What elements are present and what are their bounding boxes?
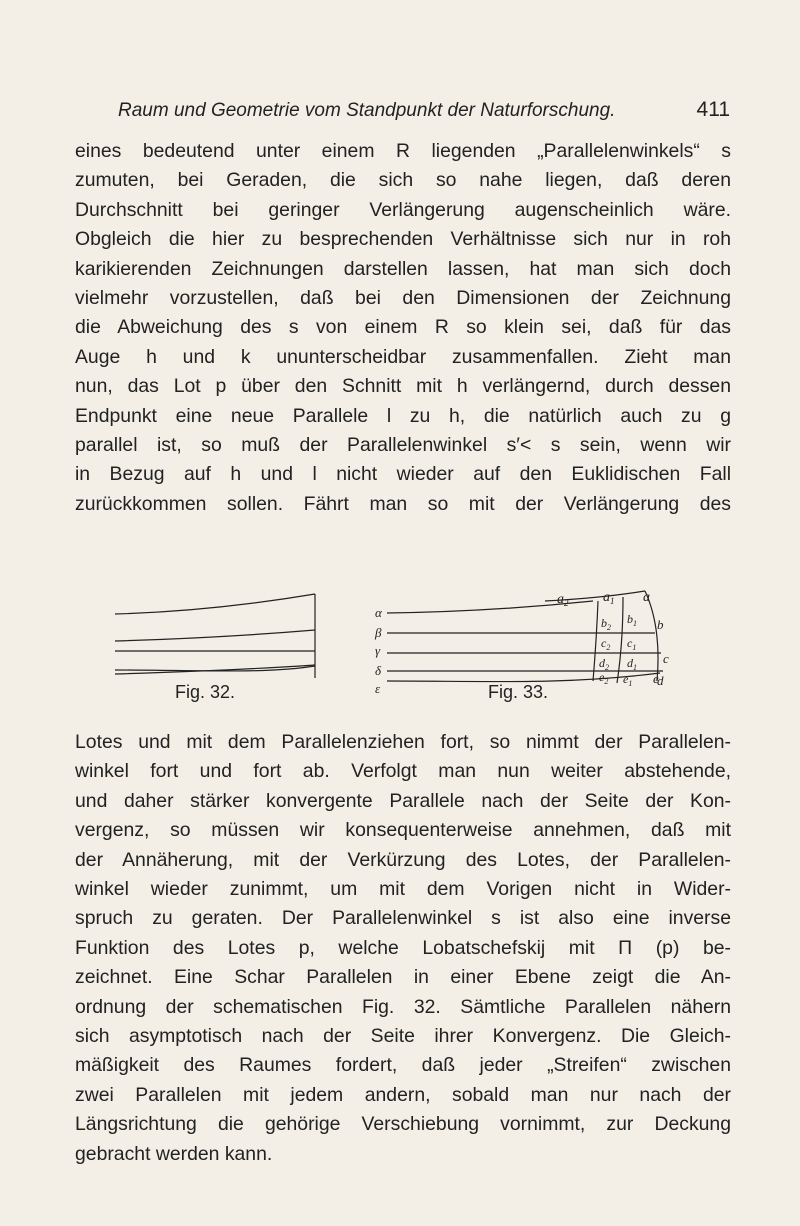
text-line: Endpunkt eine neue Parallele l zu h, die natürlich auch zu g — [75, 404, 731, 427]
text-line: gebracht werden kann. — [75, 1142, 273, 1165]
fig32-line-2 — [115, 630, 315, 641]
text-line: zumuten, bei Geraden, die sich so nahe liegen, daß deren — [75, 169, 731, 192]
text-line: in Bezug auf h und l nicht wieder auf den Euklidischen Fall — [75, 463, 731, 486]
fig33-label-c2: $c_2$ — [601, 636, 611, 652]
fig33-label-gamma: γ — [375, 643, 381, 658]
fig33-label-b2: $b_2$ — [601, 616, 611, 632]
text-line: zurückkommen sollen. Fährt man so mit der Verlängerung des — [75, 492, 731, 515]
fig33-label-d: d — [657, 673, 664, 688]
fig33-label-epsilon: ε — [375, 681, 381, 696]
fig33-label-delta: δ — [375, 663, 382, 678]
text-line: Lotes und mit dem Parallelenziehen fort, so nimmt der Parallelen- — [75, 731, 731, 753]
text-line: vergenz, so müssen wir konsequenterweise annehmen, daß mit — [75, 819, 731, 842]
figure-33-caption: Fig. 33. — [488, 682, 549, 702]
text-line: parallel ist, so muß der Parallelenwinkel s′< s sein, wenn wir — [75, 434, 731, 457]
text-line: mäßigkeit des Raumes fordert, daß jeder „Streifen“ zwischen — [75, 1054, 731, 1077]
text-line: zwei Parallelen mit jedem andern, sobald man nur nach der — [75, 1083, 731, 1106]
figure-32-caption: Fig. 32. — [175, 682, 236, 702]
text-line: ordnung der schematischen Fig. 32. Sämtliche Parallelen nähern — [75, 995, 731, 1018]
figure-32 — [95, 590, 325, 682]
text-line: eines bedeutend unter einem R liegenden „Parallelenwinkels“ s — [75, 140, 731, 162]
fig33-label-b1: $b_1$ — [627, 612, 637, 628]
running-title: Raum und Geometrie vom Standpunkt der Naturforschung. — [118, 100, 616, 121]
fig33-label-a1: $a_1$ — [603, 590, 615, 606]
running-header — [118, 100, 730, 130]
paragraph-2 — [75, 728, 731, 1169]
fig33-label-a2: $a_2$ — [557, 592, 569, 608]
text-line: Längsrichtung die gehörige Verschiebung vornimmt, zur Deckung — [75, 1113, 731, 1136]
text-line: sich asymptotisch nach der Seite ihrer Konvergenz. Die Gleich- — [75, 1025, 731, 1048]
fig33-label-c: c — [663, 651, 669, 666]
text-line: Obgleich die hier zu besprechenden Verhältnisse sich nur in roh — [75, 228, 731, 251]
text-line: Funktion des Lotes p, welche Lobatschefskij mit Π (p) be- — [75, 936, 731, 959]
text-line: die Abweichung des s von einem R so klein sei, daß für das — [75, 316, 731, 339]
fig33-label-c1: $c_1$ — [627, 636, 637, 652]
text-line: Durchschnitt bei geringer Verlängerung augenscheinlich wäre. — [75, 198, 731, 221]
text-line: der Annäherung, mit der Verkürzung des Lotes, der Parallelen- — [75, 848, 731, 871]
fig32-line-1 — [115, 594, 315, 614]
text-line: winkel wieder zunimmt, um mit dem Vorigen nicht in Wider- — [75, 878, 731, 901]
text-line: und daher stärker konvergente Parallele nach der Seite der Kon- — [75, 789, 731, 812]
fig33-label-d1: $d_1$ — [627, 656, 637, 672]
fig33-label-e2: $e_2$ — [599, 670, 609, 686]
text-line: zeichnet. Eine Schar Parallelen in einer Ebene zeigt die An- — [75, 966, 731, 989]
fig33-label-e: e — [653, 671, 659, 686]
text-line: Auge h und k ununterscheidbar zusammenfallen. Zieht man — [75, 345, 731, 368]
text-line: vielmehr vorzustellen, daß bei den Dimensionen der Zeichnung — [75, 287, 731, 310]
text-line: spruch zu geraten. Der Parallelenwinkel s ist also eine inverse — [75, 907, 731, 930]
fig33-label-alpha: α — [375, 605, 382, 620]
fig33-label-a: a — [643, 590, 650, 605]
text-line: winkel fort und fort ab. Verfolgt man nun weiter abstehende, — [75, 760, 731, 783]
paragraph-1 — [75, 137, 731, 519]
text-line: karikierenden Zeichnungen darstellen lassen, hat man sich doch — [75, 257, 731, 280]
fig33-label-beta: β — [375, 625, 382, 640]
page-number: 411 — [696, 98, 730, 121]
fig33-label-e1: $e_1$ — [623, 672, 633, 688]
text-line: nun, das Lot p über den Schnitt mit h verlängernd, durch dessen — [75, 375, 731, 398]
fig33-label-b: b — [657, 617, 664, 632]
fig33-label-d2: $d_2$ — [599, 656, 609, 672]
